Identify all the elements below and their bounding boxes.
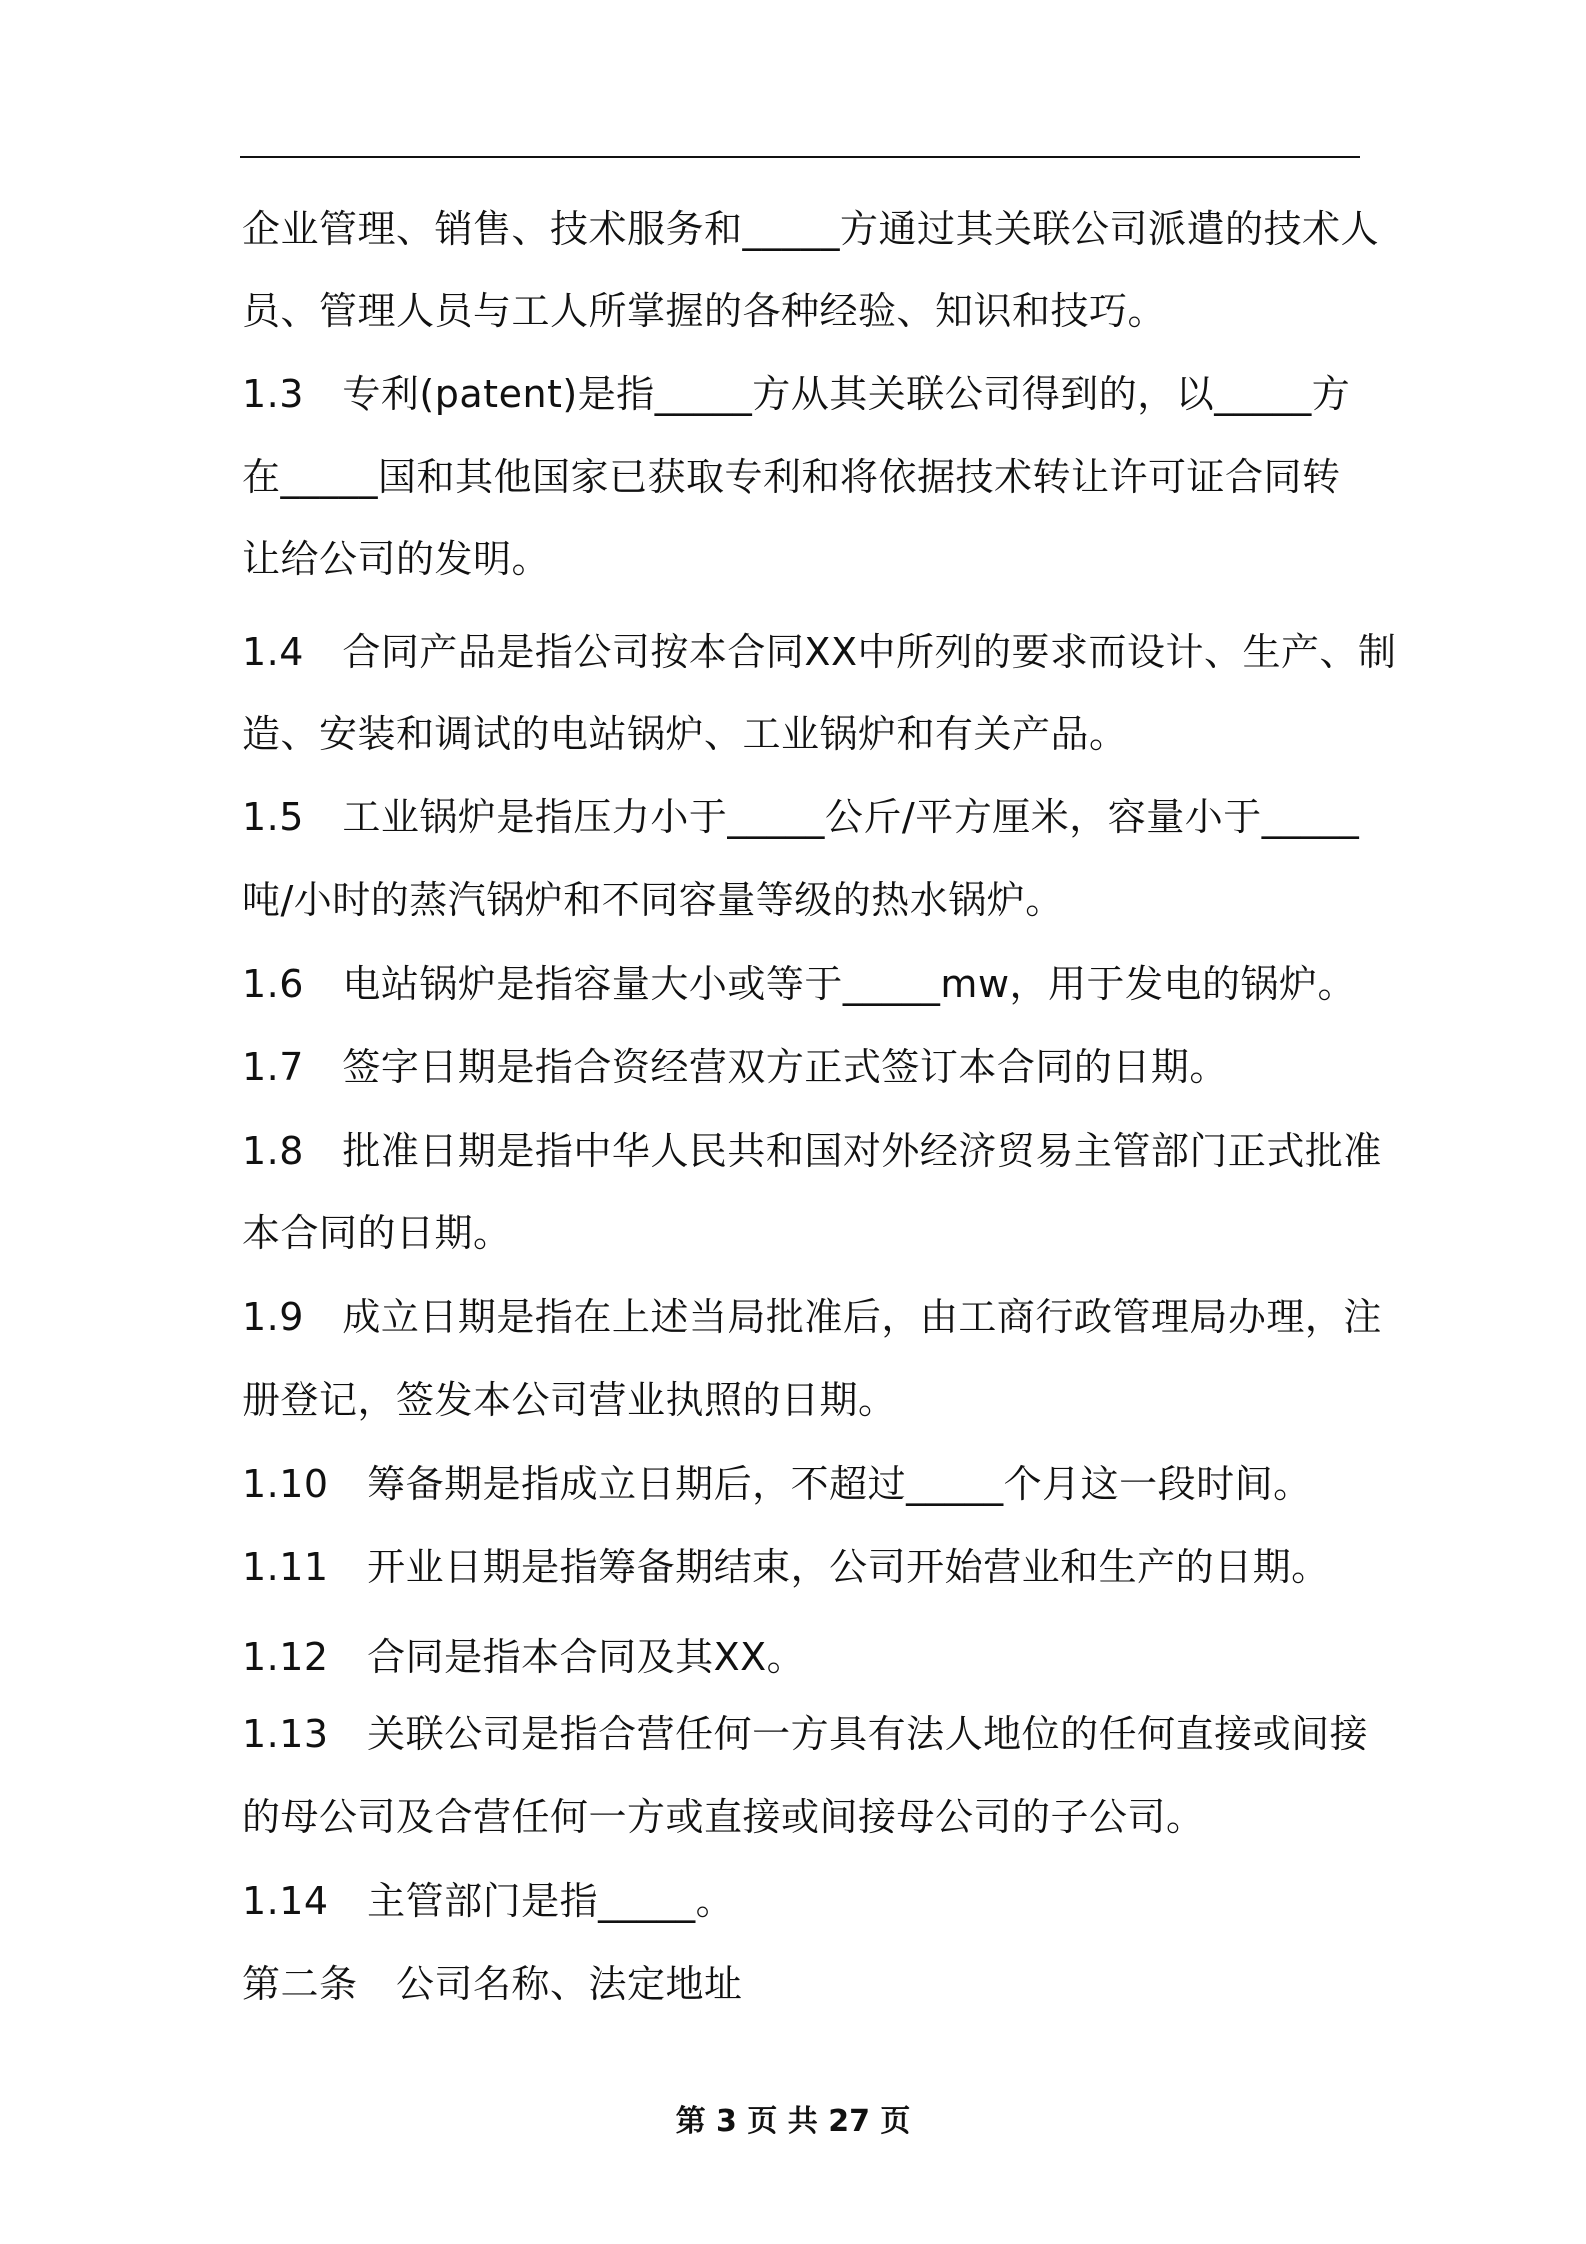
text-line: 第二条 公司名称、法定地址	[242, 1962, 743, 2006]
text-line: 1.13 关联公司是指合营任何一方具有法人地位的任何直接或间接	[242, 1712, 1369, 1756]
text-line: 1.5 工业锅炉是指压力小于_____公斤/平方厘米，容量小于_____	[242, 795, 1360, 839]
text-line: 企业管理、销售、技术服务和_____方通过其关联公司派遣的技术人	[242, 207, 1380, 251]
header-rule	[240, 156, 1360, 158]
text-line: 造、安装和调试的电站锅炉、工业锅炉和有关产品。	[242, 712, 1128, 756]
text-line: 1.12 合同是指本合同及其XX。	[242, 1635, 806, 1679]
text-line: 的母公司及合营任何一方或直接或间接母公司的子公司。	[242, 1795, 1205, 1839]
text-line: 1.9 成立日期是指在上述当局批准后，由工商行政管理局办理，注	[242, 1295, 1382, 1339]
text-line: 吨/小时的蒸汽锅炉和不同容量等级的热水锅炉。	[242, 878, 1064, 922]
text-line: 1.11 开业日期是指筹备期结束，公司开始营业和生产的日期。	[242, 1545, 1330, 1589]
text-line: 册登记，签发本公司营业执照的日期。	[242, 1378, 897, 1422]
page-footer: 第 3 页 共 27 页	[675, 2104, 911, 2139]
text-line: 在_____国和其他国家已获取专利和将依据技术转让许可证合同转	[242, 455, 1341, 499]
text-line: 1.10 筹备期是指成立日期后，不超过_____个月这一段时间。	[242, 1462, 1312, 1506]
text-line: 让给公司的发明。	[242, 537, 551, 581]
text-line: 1.7 签字日期是指合资经营双方正式签订本合同的日期。	[242, 1045, 1228, 1089]
text-line: 员、管理人员与工人所掌握的各种经验、知识和技巧。	[242, 289, 1167, 333]
text-line: 1.8 批准日期是指中华人民共和国对外经济贸易主管部门正式批准	[242, 1129, 1382, 1173]
text-line: 本合同的日期。	[242, 1211, 512, 1255]
text-line: 1.4 合同产品是指公司按本合同XX中所列的要求而设计、生产、制	[242, 630, 1397, 674]
text-line: 1.14 主管部门是指_____。	[242, 1879, 735, 1923]
text-line: 1.3 专利(patent)是指_____方从其关联公司得到的，以_____方	[242, 372, 1351, 416]
text-line: 1.6 电站锅炉是指容量大小或等于_____mw，用于发电的锅炉。	[242, 962, 1357, 1006]
